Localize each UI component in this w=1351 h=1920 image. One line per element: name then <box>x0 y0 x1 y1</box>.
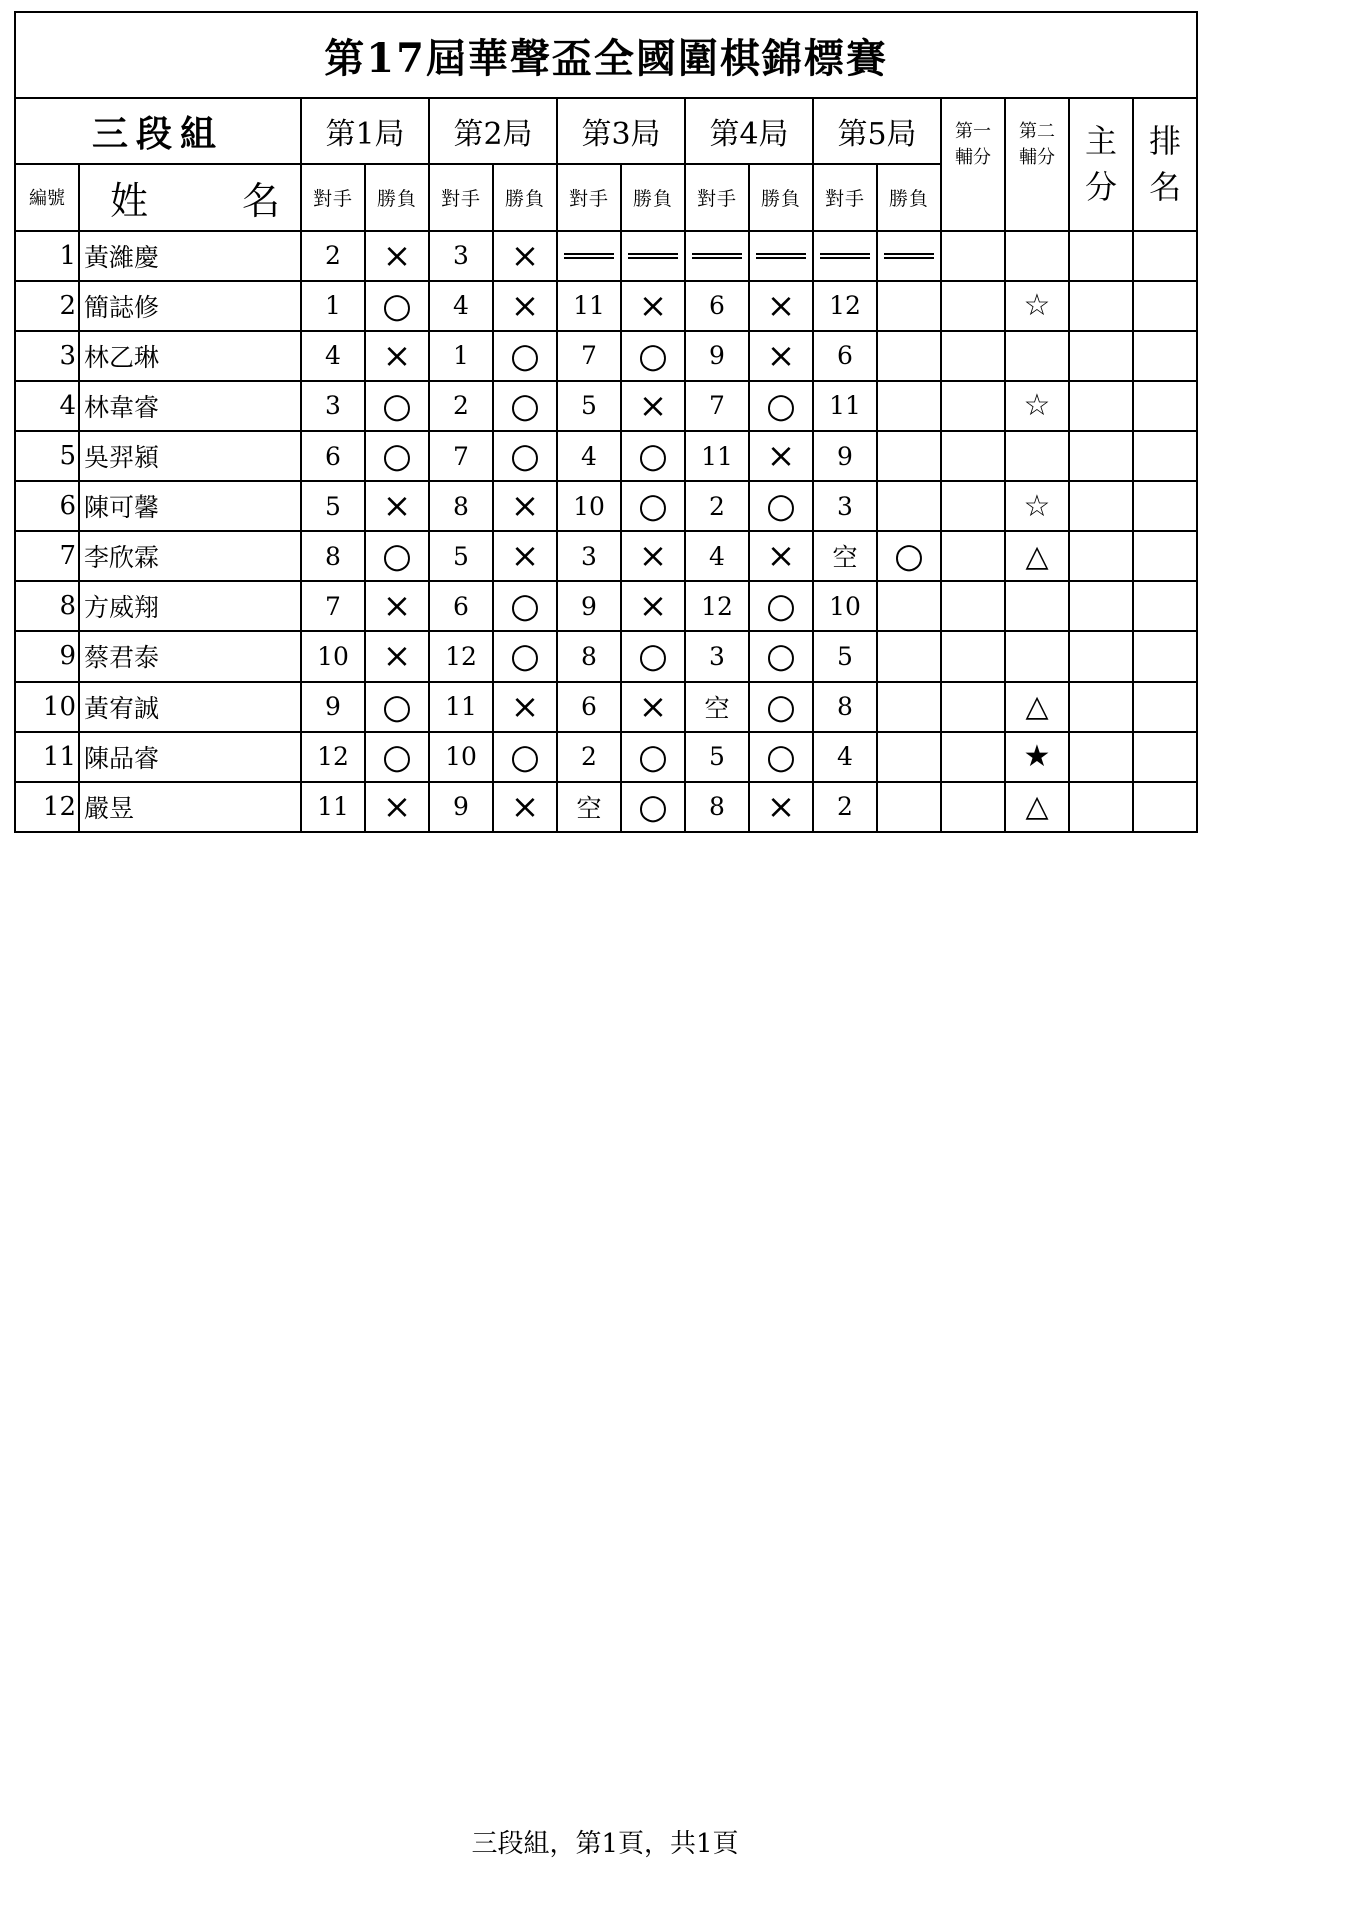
result-cell <box>877 732 941 782</box>
player-number: 5 <box>15 431 79 481</box>
name-header-char-1: 姓 <box>110 178 149 223</box>
table-row <box>15 631 1197 681</box>
opponent-cell: 8 <box>429 481 493 531</box>
opponent-header-3: 對手 <box>557 164 621 230</box>
page-title: 第17屆華聲盃全國圍棋錦標賽 <box>15 12 1197 98</box>
group-label: 三段組 <box>15 98 301 164</box>
result-cell-bye-line <box>749 231 813 281</box>
opponent-cell: 10 <box>813 581 877 631</box>
opponent-cell: 10 <box>429 732 493 782</box>
rank-cell <box>1133 381 1197 431</box>
opponent-cell: 4 <box>557 431 621 481</box>
result-cell: × <box>621 281 685 331</box>
opponent-cell-bye-line <box>557 231 621 281</box>
player-name: 方威翔 <box>79 581 301 631</box>
player-name: 吳羿潁 <box>79 431 301 481</box>
opponent-cell: 空 <box>813 531 877 581</box>
name-column-header <box>79 164 301 230</box>
result-cell: ○ <box>621 331 685 381</box>
player-name: 陳可馨 <box>79 481 301 531</box>
result-cell: × <box>365 631 429 681</box>
opponent-header-2: 對手 <box>429 164 493 230</box>
opponent-cell: 2 <box>429 381 493 431</box>
aux1-header <box>941 98 1005 230</box>
player-number: 10 <box>15 682 79 732</box>
opponent-cell: 12 <box>429 631 493 681</box>
opponent-cell: 11 <box>813 381 877 431</box>
result-cell: ○ <box>493 381 557 431</box>
result-cell: ○ <box>365 381 429 431</box>
result-header-1: 勝負 <box>365 164 429 230</box>
aux1-score-cell <box>941 581 1005 631</box>
aux2-score-cell <box>1005 581 1069 631</box>
opponent-header-5: 對手 <box>813 164 877 230</box>
result-cell: ○ <box>493 581 557 631</box>
table-row <box>15 732 1197 782</box>
main-score-cell <box>1069 782 1133 832</box>
opponent-cell: 9 <box>429 782 493 832</box>
player-number: 11 <box>15 732 79 782</box>
player-name: 蔡君泰 <box>79 631 301 681</box>
opponent-cell: 9 <box>557 581 621 631</box>
main-score-cell <box>1069 682 1133 732</box>
aux2-score-cell: ☆ <box>1005 381 1069 431</box>
result-cell: × <box>621 581 685 631</box>
table-row <box>15 581 1197 631</box>
opponent-cell: 6 <box>685 281 749 331</box>
rank-cell <box>1133 481 1197 531</box>
player-name: 嚴昱 <box>79 782 301 832</box>
main-score-cell <box>1069 531 1133 581</box>
opponent-cell: 2 <box>557 732 621 782</box>
opponent-cell: 5 <box>557 381 621 431</box>
main-score-cell <box>1069 732 1133 782</box>
result-cell <box>877 481 941 531</box>
rank-cell <box>1133 631 1197 681</box>
result-cell <box>877 782 941 832</box>
result-cell: ○ <box>749 682 813 732</box>
opponent-cell: 4 <box>429 281 493 331</box>
aux1-score-cell <box>941 431 1005 481</box>
aux2-score-cell <box>1005 331 1069 381</box>
opponent-cell: 8 <box>685 782 749 832</box>
result-cell: × <box>493 481 557 531</box>
aux2-header-text: 第二 輔分 <box>1019 121 1055 169</box>
table-row <box>15 782 1197 832</box>
player-number: 4 <box>15 381 79 431</box>
player-number: 7 <box>15 531 79 581</box>
player-name: 李欣霖 <box>79 531 301 581</box>
opponent-cell: 9 <box>301 682 365 732</box>
result-cell <box>877 431 941 481</box>
opponent-cell: 4 <box>685 531 749 581</box>
rank-cell <box>1133 281 1197 331</box>
player-number: 12 <box>15 782 79 832</box>
opponent-cell: 空 <box>685 682 749 732</box>
opponent-cell: 3 <box>685 631 749 681</box>
aux2-header <box>1005 98 1069 230</box>
aux1-score-cell <box>941 331 1005 381</box>
aux2-score-cell <box>1005 631 1069 681</box>
player-name: 林乙琳 <box>79 331 301 381</box>
result-cell: × <box>365 481 429 531</box>
result-header-4: 勝負 <box>749 164 813 230</box>
round-header-3: 第3局 <box>557 98 685 164</box>
opponent-cell: 3 <box>557 531 621 581</box>
result-cell: ○ <box>749 481 813 531</box>
aux1-header-text: 第一 輔分 <box>955 121 991 169</box>
round-header-5: 第5局 <box>813 98 941 164</box>
aux1-score-cell <box>941 531 1005 581</box>
result-cell: × <box>365 782 429 832</box>
opponent-cell: 11 <box>301 782 365 832</box>
id-column-header: 編號 <box>15 164 79 230</box>
result-cell: × <box>749 331 813 381</box>
main-score-cell <box>1069 581 1133 631</box>
main-score-cell <box>1069 231 1133 281</box>
result-cell: ○ <box>621 782 685 832</box>
aux2-score-cell: ☆ <box>1005 281 1069 331</box>
opponent-cell: 2 <box>813 782 877 832</box>
opponent-cell-bye-line <box>685 231 749 281</box>
opponent-cell: 11 <box>685 431 749 481</box>
main-score-cell <box>1069 431 1133 481</box>
result-cell: × <box>493 782 557 832</box>
result-cell <box>877 682 941 732</box>
opponent-cell: 3 <box>301 381 365 431</box>
result-cell: ○ <box>877 531 941 581</box>
main-score-cell <box>1069 631 1133 681</box>
opponent-cell: 2 <box>301 231 365 281</box>
table-row <box>15 281 1197 331</box>
result-cell: ○ <box>749 381 813 431</box>
opponent-cell: 5 <box>813 631 877 681</box>
opponent-header-1: 對手 <box>301 164 365 230</box>
double-dash-line <box>884 253 934 259</box>
result-header-5: 勝負 <box>877 164 941 230</box>
rank-header-text: 排 名 <box>1149 122 1182 207</box>
opponent-cell: 9 <box>685 331 749 381</box>
aux2-score-cell: ★ <box>1005 732 1069 782</box>
standings-table <box>14 11 1198 833</box>
opponent-cell: 2 <box>685 481 749 531</box>
opponent-cell: 12 <box>685 581 749 631</box>
opponent-cell: 4 <box>301 331 365 381</box>
double-dash-line <box>692 253 742 259</box>
player-name: 陳品睿 <box>79 732 301 782</box>
player-name: 簡誌修 <box>79 281 301 331</box>
table-row <box>15 331 1197 381</box>
result-cell: × <box>621 381 685 431</box>
main-score-cell <box>1069 381 1133 431</box>
rank-cell <box>1133 581 1197 631</box>
result-cell: × <box>749 431 813 481</box>
result-cell <box>877 331 941 381</box>
result-cell: ○ <box>365 431 429 481</box>
result-cell <box>877 281 941 331</box>
result-cell: ○ <box>621 481 685 531</box>
rank-cell <box>1133 231 1197 281</box>
aux1-score-cell <box>941 381 1005 431</box>
result-cell: ○ <box>493 431 557 481</box>
double-dash-line <box>756 253 806 259</box>
table-row <box>15 531 1197 581</box>
opponent-cell: 5 <box>685 732 749 782</box>
aux1-score-cell <box>941 631 1005 681</box>
table-row <box>15 481 1197 531</box>
opponent-cell: 7 <box>429 431 493 481</box>
result-cell: × <box>365 581 429 631</box>
aux2-score-cell: △ <box>1005 531 1069 581</box>
aux1-score-cell <box>941 281 1005 331</box>
opponent-cell: 9 <box>813 431 877 481</box>
result-cell <box>877 581 941 631</box>
result-cell: × <box>365 331 429 381</box>
opponent-cell: 6 <box>557 682 621 732</box>
result-cell: × <box>621 682 685 732</box>
rank-cell <box>1133 732 1197 782</box>
result-cell: × <box>749 531 813 581</box>
opponent-cell: 12 <box>813 281 877 331</box>
opponent-cell: 7 <box>685 381 749 431</box>
result-cell: × <box>493 281 557 331</box>
opponent-cell: 11 <box>557 281 621 331</box>
result-cell: ○ <box>749 732 813 782</box>
player-number: 8 <box>15 581 79 631</box>
result-header-3: 勝負 <box>621 164 685 230</box>
result-cell: ○ <box>365 682 429 732</box>
player-name: 黃濰慶 <box>79 231 301 281</box>
opponent-cell: 10 <box>557 481 621 531</box>
result-cell: ○ <box>365 531 429 581</box>
player-number: 6 <box>15 481 79 531</box>
result-cell: ○ <box>493 631 557 681</box>
rank-cell <box>1133 431 1197 481</box>
aux2-score-cell: △ <box>1005 682 1069 732</box>
aux2-score-cell <box>1005 231 1069 281</box>
result-cell: × <box>749 281 813 331</box>
player-name: 林韋睿 <box>79 381 301 431</box>
result-cell <box>877 631 941 681</box>
result-cell: × <box>493 531 557 581</box>
opponent-cell: 1 <box>429 331 493 381</box>
opponent-cell: 6 <box>429 581 493 631</box>
aux1-score-cell <box>941 231 1005 281</box>
opponent-cell: 4 <box>813 732 877 782</box>
round-header-1: 第1局 <box>301 98 429 164</box>
player-name: 黃宥誠 <box>79 682 301 732</box>
opponent-cell: 8 <box>813 682 877 732</box>
player-number: 2 <box>15 281 79 331</box>
main-score-cell <box>1069 331 1133 381</box>
result-cell: ○ <box>749 631 813 681</box>
main-score-cell <box>1069 281 1133 331</box>
table-row <box>15 381 1197 431</box>
result-cell: × <box>621 531 685 581</box>
opponent-cell: 8 <box>301 531 365 581</box>
result-cell: × <box>493 682 557 732</box>
opponent-header-4: 對手 <box>685 164 749 230</box>
aux1-score-cell <box>941 782 1005 832</box>
aux1-score-cell <box>941 682 1005 732</box>
opponent-cell: 空 <box>557 782 621 832</box>
main-score-header <box>1069 98 1133 230</box>
result-cell-bye-line <box>877 231 941 281</box>
name-header-char-2: 名 <box>241 178 280 223</box>
player-number: 9 <box>15 631 79 681</box>
rank-header <box>1133 98 1197 230</box>
opponent-cell: 6 <box>813 331 877 381</box>
double-dash-line <box>628 253 678 259</box>
table-row <box>15 431 1197 481</box>
main-score-header-text: 主 分 <box>1084 122 1117 207</box>
result-cell: ○ <box>365 732 429 782</box>
aux1-score-cell <box>941 481 1005 531</box>
page-footer: 三段組，第1頁，共1頁 <box>471 1829 739 1859</box>
rank-cell <box>1133 331 1197 381</box>
round-header-4: 第4局 <box>685 98 813 164</box>
opponent-cell: 5 <box>429 531 493 581</box>
round-header-2: 第2局 <box>429 98 557 164</box>
table-row <box>15 682 1197 732</box>
opponent-cell: 11 <box>429 682 493 732</box>
opponent-cell: 7 <box>557 331 621 381</box>
double-dash-line <box>564 253 614 259</box>
result-header-2: 勝負 <box>493 164 557 230</box>
opponent-cell: 6 <box>301 431 365 481</box>
opponent-cell: 10 <box>301 631 365 681</box>
aux2-score-cell: △ <box>1005 782 1069 832</box>
opponent-cell: 3 <box>429 231 493 281</box>
result-cell: ○ <box>621 631 685 681</box>
result-cell: ○ <box>621 732 685 782</box>
rank-cell <box>1133 682 1197 732</box>
opponent-cell: 5 <box>301 481 365 531</box>
opponent-cell: 3 <box>813 481 877 531</box>
result-cell: × <box>493 231 557 281</box>
aux2-score-cell <box>1005 431 1069 481</box>
opponent-cell: 7 <box>301 581 365 631</box>
rank-cell <box>1133 782 1197 832</box>
opponent-cell: 8 <box>557 631 621 681</box>
result-cell: × <box>365 231 429 281</box>
result-cell: ○ <box>365 281 429 331</box>
double-dash-line <box>820 253 870 259</box>
result-cell: ○ <box>493 331 557 381</box>
opponent-cell-bye-line <box>813 231 877 281</box>
aux2-score-cell: ☆ <box>1005 481 1069 531</box>
player-number: 3 <box>15 331 79 381</box>
result-cell: ○ <box>749 581 813 631</box>
result-cell <box>877 381 941 431</box>
aux1-score-cell <box>941 732 1005 782</box>
result-cell: ○ <box>621 431 685 481</box>
result-cell-bye-line <box>621 231 685 281</box>
rank-cell <box>1133 531 1197 581</box>
result-cell: ○ <box>493 732 557 782</box>
opponent-cell: 12 <box>301 732 365 782</box>
table-row <box>15 231 1197 281</box>
result-cell: × <box>749 782 813 832</box>
main-score-cell <box>1069 481 1133 531</box>
opponent-cell: 1 <box>301 281 365 331</box>
player-number: 1 <box>15 231 79 281</box>
